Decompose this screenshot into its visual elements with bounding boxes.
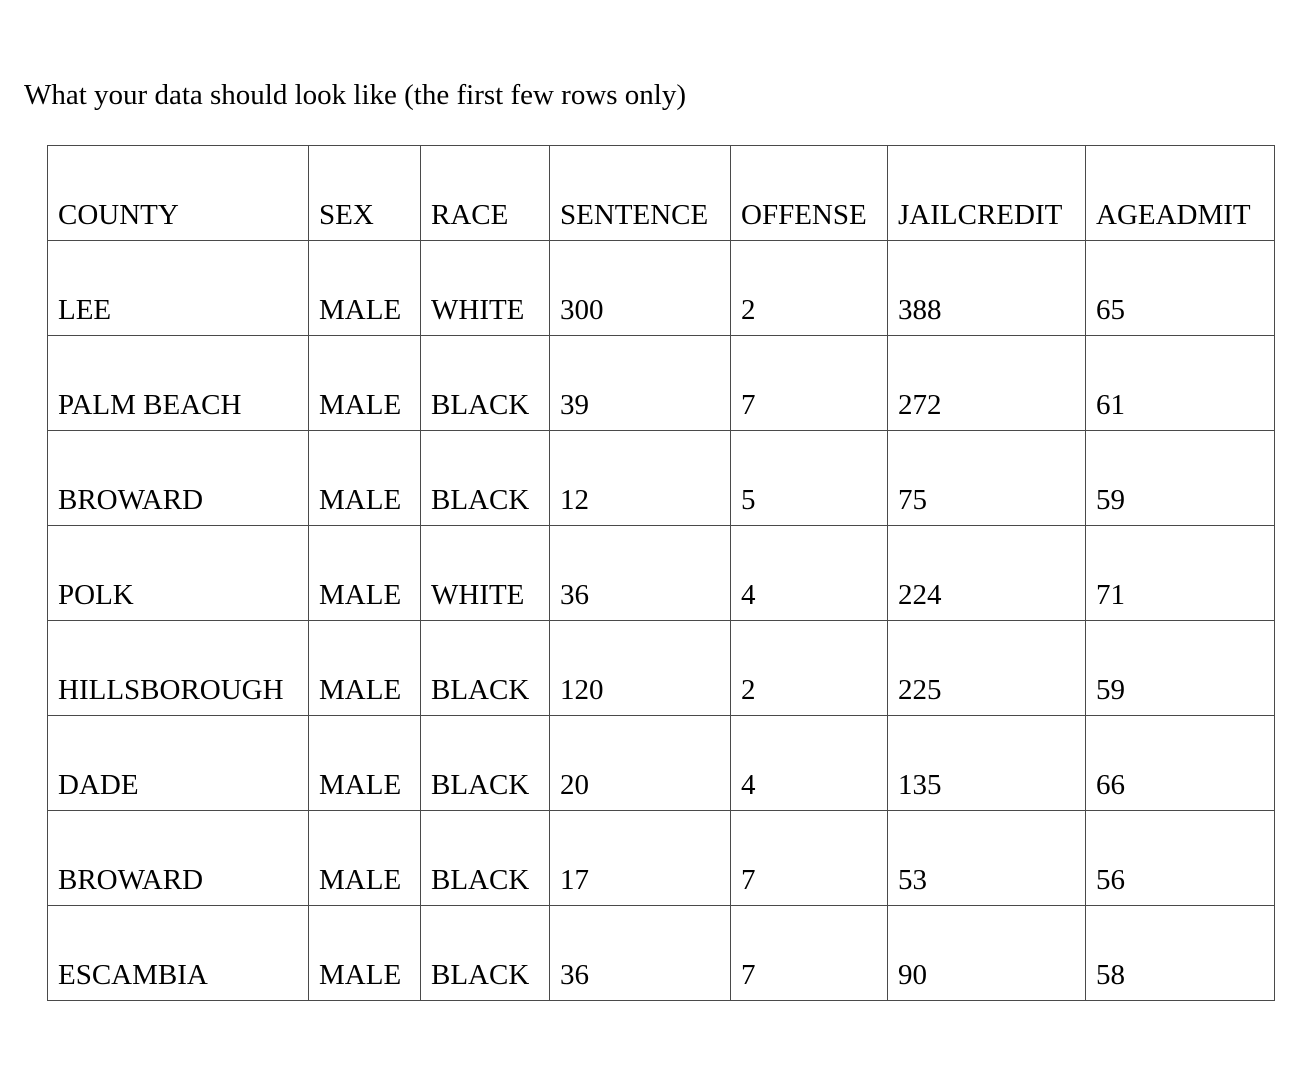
table-cell: 7: [731, 906, 888, 1001]
table-cell: BLACK: [421, 621, 550, 716]
table-cell: MALE: [309, 241, 421, 336]
table-row: [48, 621, 1275, 716]
column-header-sentence: SENTENCE: [550, 146, 731, 241]
table-cell: 61: [1086, 336, 1275, 431]
table-cell: MALE: [309, 716, 421, 811]
table-cell: 2: [731, 621, 888, 716]
table-row: [48, 336, 1275, 431]
table-cell: 4: [731, 716, 888, 811]
table-cell: 75: [888, 431, 1086, 526]
table-cell: 2: [731, 241, 888, 336]
table-cell: POLK: [48, 526, 309, 621]
table-cell: BROWARD: [48, 431, 309, 526]
table-cell: 59: [1086, 431, 1275, 526]
table-cell: 59: [1086, 621, 1275, 716]
table-cell: 58: [1086, 906, 1275, 1001]
table-cell: MALE: [309, 336, 421, 431]
table-cell: BLACK: [421, 811, 550, 906]
table-cell: MALE: [309, 906, 421, 1001]
table-cell: HILLSBOROUGH: [48, 621, 309, 716]
table-cell: 39: [550, 336, 731, 431]
table-cell: 7: [731, 811, 888, 906]
table-row: [48, 526, 1275, 621]
table-cell: BLACK: [421, 336, 550, 431]
table-cell: 135: [888, 716, 1086, 811]
table-cell: 7: [731, 336, 888, 431]
table-row: [48, 906, 1275, 1001]
table-header-row: [48, 146, 1275, 241]
column-header-race: RACE: [421, 146, 550, 241]
table-cell: 224: [888, 526, 1086, 621]
table-cell: ESCAMBIA: [48, 906, 309, 1001]
table-cell: 4: [731, 526, 888, 621]
table-cell: BROWARD: [48, 811, 309, 906]
table-cell: LEE: [48, 241, 309, 336]
table-cell: 300: [550, 241, 731, 336]
table-cell: 388: [888, 241, 1086, 336]
column-header-sex: SEX: [309, 146, 421, 241]
table-row: [48, 811, 1275, 906]
table-cell: 120: [550, 621, 731, 716]
table-row: [48, 241, 1275, 336]
table-cell: BLACK: [421, 716, 550, 811]
table-cell: 66: [1086, 716, 1275, 811]
table-cell: 225: [888, 621, 1086, 716]
table-cell: MALE: [309, 621, 421, 716]
column-header-ageadmit: AGEADMIT: [1086, 146, 1275, 241]
table-cell: 17: [550, 811, 731, 906]
table-cell: 90: [888, 906, 1086, 1001]
table-cell: 56: [1086, 811, 1275, 906]
table-cell: MALE: [309, 811, 421, 906]
table-cell: MALE: [309, 526, 421, 621]
table-cell: 71: [1086, 526, 1275, 621]
table-cell: PALM BEACH: [48, 336, 309, 431]
table-cell: BLACK: [421, 431, 550, 526]
column-header-county: COUNTY: [48, 146, 309, 241]
table-cell: 272: [888, 336, 1086, 431]
table-cell: 20: [550, 716, 731, 811]
table-cell: 36: [550, 906, 731, 1001]
data-table: [47, 145, 1275, 1001]
table-cell: 12: [550, 431, 731, 526]
table-cell: BLACK: [421, 906, 550, 1001]
table-cell: 53: [888, 811, 1086, 906]
table-cell: DADE: [48, 716, 309, 811]
column-header-offense: OFFENSE: [731, 146, 888, 241]
table-cell: 36: [550, 526, 731, 621]
table-cell: 5: [731, 431, 888, 526]
table-cell: WHITE: [421, 241, 550, 336]
table-row: [48, 431, 1275, 526]
column-header-jailcredit: JAILCREDIT: [888, 146, 1086, 241]
table-cell: MALE: [309, 431, 421, 526]
table-cell: WHITE: [421, 526, 550, 621]
table-row: [48, 716, 1275, 811]
table-cell: 65: [1086, 241, 1275, 336]
intro-text: What your data should look like (the first few rows only): [24, 79, 687, 111]
